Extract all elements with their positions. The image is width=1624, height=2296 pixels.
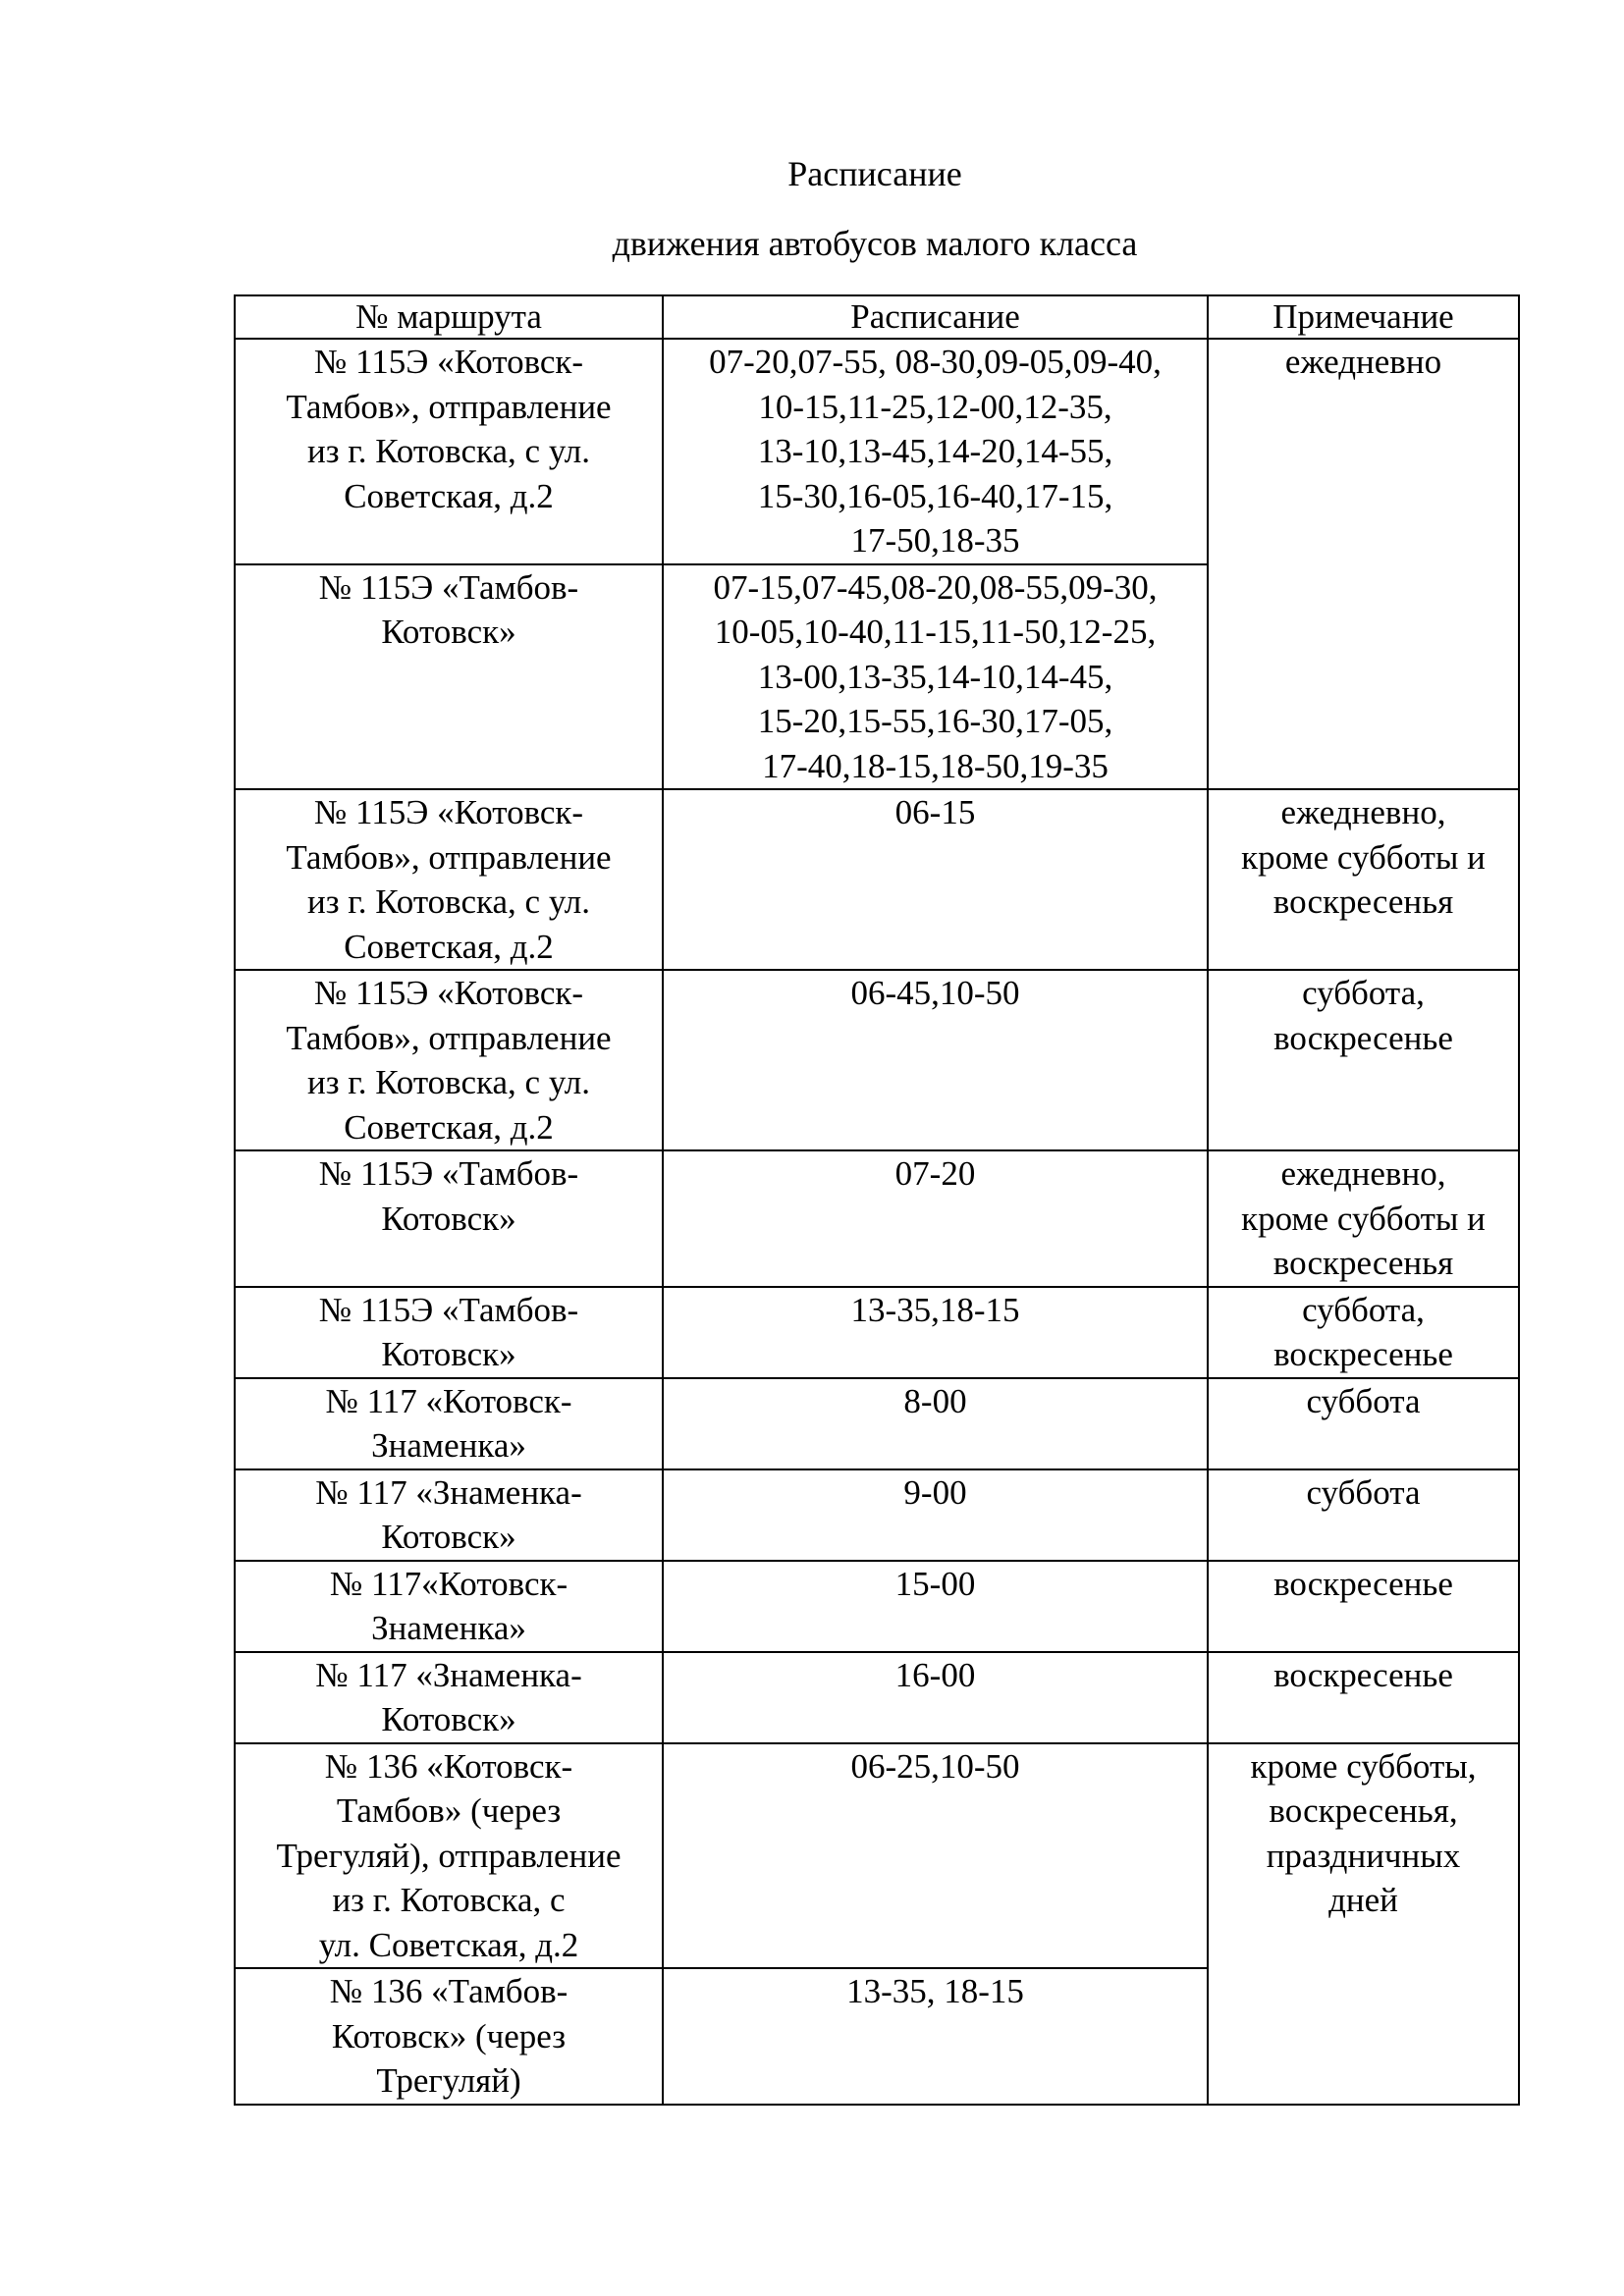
schedule-cell: 13-35,18-15: [663, 1287, 1208, 1378]
schedule-cell: 15-00: [663, 1561, 1208, 1652]
note-cell: кроме субботы, воскресенья, праздничных дней: [1208, 1743, 1519, 2105]
page-subtitle: движения автобусов малого класса: [612, 224, 1138, 263]
column-header-note: Примечание: [1208, 295, 1519, 339]
schedule-cell: 06-25,10-50: [663, 1743, 1208, 1969]
note-cell: суббота: [1208, 1469, 1519, 1561]
note-cell: воскресенье: [1208, 1652, 1519, 1743]
route-cell: № 136 «Котовск- Тамбов» (через Трегуляй), отправление из г. Котовска, с ул. Советская, д.2: [235, 1743, 663, 1969]
route-cell: № 136 «Тамбов- Котовск» (через Трегуляй): [235, 1968, 663, 2105]
note-cell: суббота: [1208, 1378, 1519, 1469]
table-row: [235, 1287, 1519, 1378]
route-cell: № 115Э «Котовск- Тамбов», отправление из г. Котовска, с ул. Советская, д.2: [235, 339, 663, 564]
column-header-route: № маршрута: [235, 295, 663, 339]
schedule-cell: 07-20,07-55, 08-30,09-05,09-40, 10-15,11-25,12-00,12-35, 13-10,13-45,14-20,14-55, 15-30,16-05,16-40,17-15, 17-50,18-35: [663, 339, 1208, 564]
route-cell: № 115Э «Тамбов- Котовск»: [235, 1287, 663, 1378]
note-cell: ежедневно, кроме субботы и воскресенья: [1208, 1150, 1519, 1287]
schedule-cell: 06-45,10-50: [663, 970, 1208, 1150]
table-row: [235, 1561, 1519, 1652]
note-cell: суббота, воскресенье: [1208, 1287, 1519, 1378]
route-cell: № 115Э «Тамбов- Котовск»: [235, 1150, 663, 1287]
table-row: [235, 970, 1519, 1150]
table-row: [235, 1652, 1519, 1743]
table-row: [235, 339, 1519, 564]
table-row: [235, 789, 1519, 970]
route-cell: № 115Э «Котовск- Тамбов», отправление из г. Котовска, с ул. Советская, д.2: [235, 970, 663, 1150]
page-title: Расписание: [787, 154, 962, 193]
schedule-cell: 06-15: [663, 789, 1208, 970]
schedule-cell: 07-15,07-45,08-20,08-55,09-30, 10-05,10-40,11-15,11-50,12-25, 13-00,13-35,14-10,14-45, 15-20,15-55,16-30,17-05, 17-40,18-15,18-50,19-35: [663, 564, 1208, 790]
route-cell: № 117 «Котовск- Знаменка»: [235, 1378, 663, 1469]
route-cell: № 117 «Знаменка- Котовск»: [235, 1652, 663, 1743]
table-header-row: [235, 295, 1519, 339]
schedule-cell: 9-00: [663, 1469, 1208, 1561]
schedule-cell: 8-00: [663, 1378, 1208, 1469]
route-cell: № 115Э «Котовск- Тамбов», отправление из г. Котовска, с ул. Советская, д.2: [235, 789, 663, 970]
route-cell: № 117«Котовск- Знаменка»: [235, 1561, 663, 1652]
column-header-schedule: Расписание: [663, 295, 1208, 339]
note-cell: суббота, воскресенье: [1208, 970, 1519, 1150]
note-cell: воскресенье: [1208, 1561, 1519, 1652]
route-cell: № 117 «Знаменка- Котовск»: [235, 1469, 663, 1561]
note-cell: ежедневно, кроме субботы и воскресенья: [1208, 789, 1519, 970]
route-cell: № 115Э «Тамбов- Котовск»: [235, 564, 663, 790]
table-row: [235, 1150, 1519, 1287]
schedule-cell: 13-35, 18-15: [663, 1968, 1208, 2105]
schedule-cell: 07-20: [663, 1150, 1208, 1287]
note-cell: ежедневно: [1208, 339, 1519, 789]
table-row: [235, 1469, 1519, 1561]
table-row: [235, 1378, 1519, 1469]
schedule-table: [234, 294, 1520, 2106]
schedule-cell: 16-00: [663, 1652, 1208, 1743]
table-row: [235, 1743, 1519, 1969]
